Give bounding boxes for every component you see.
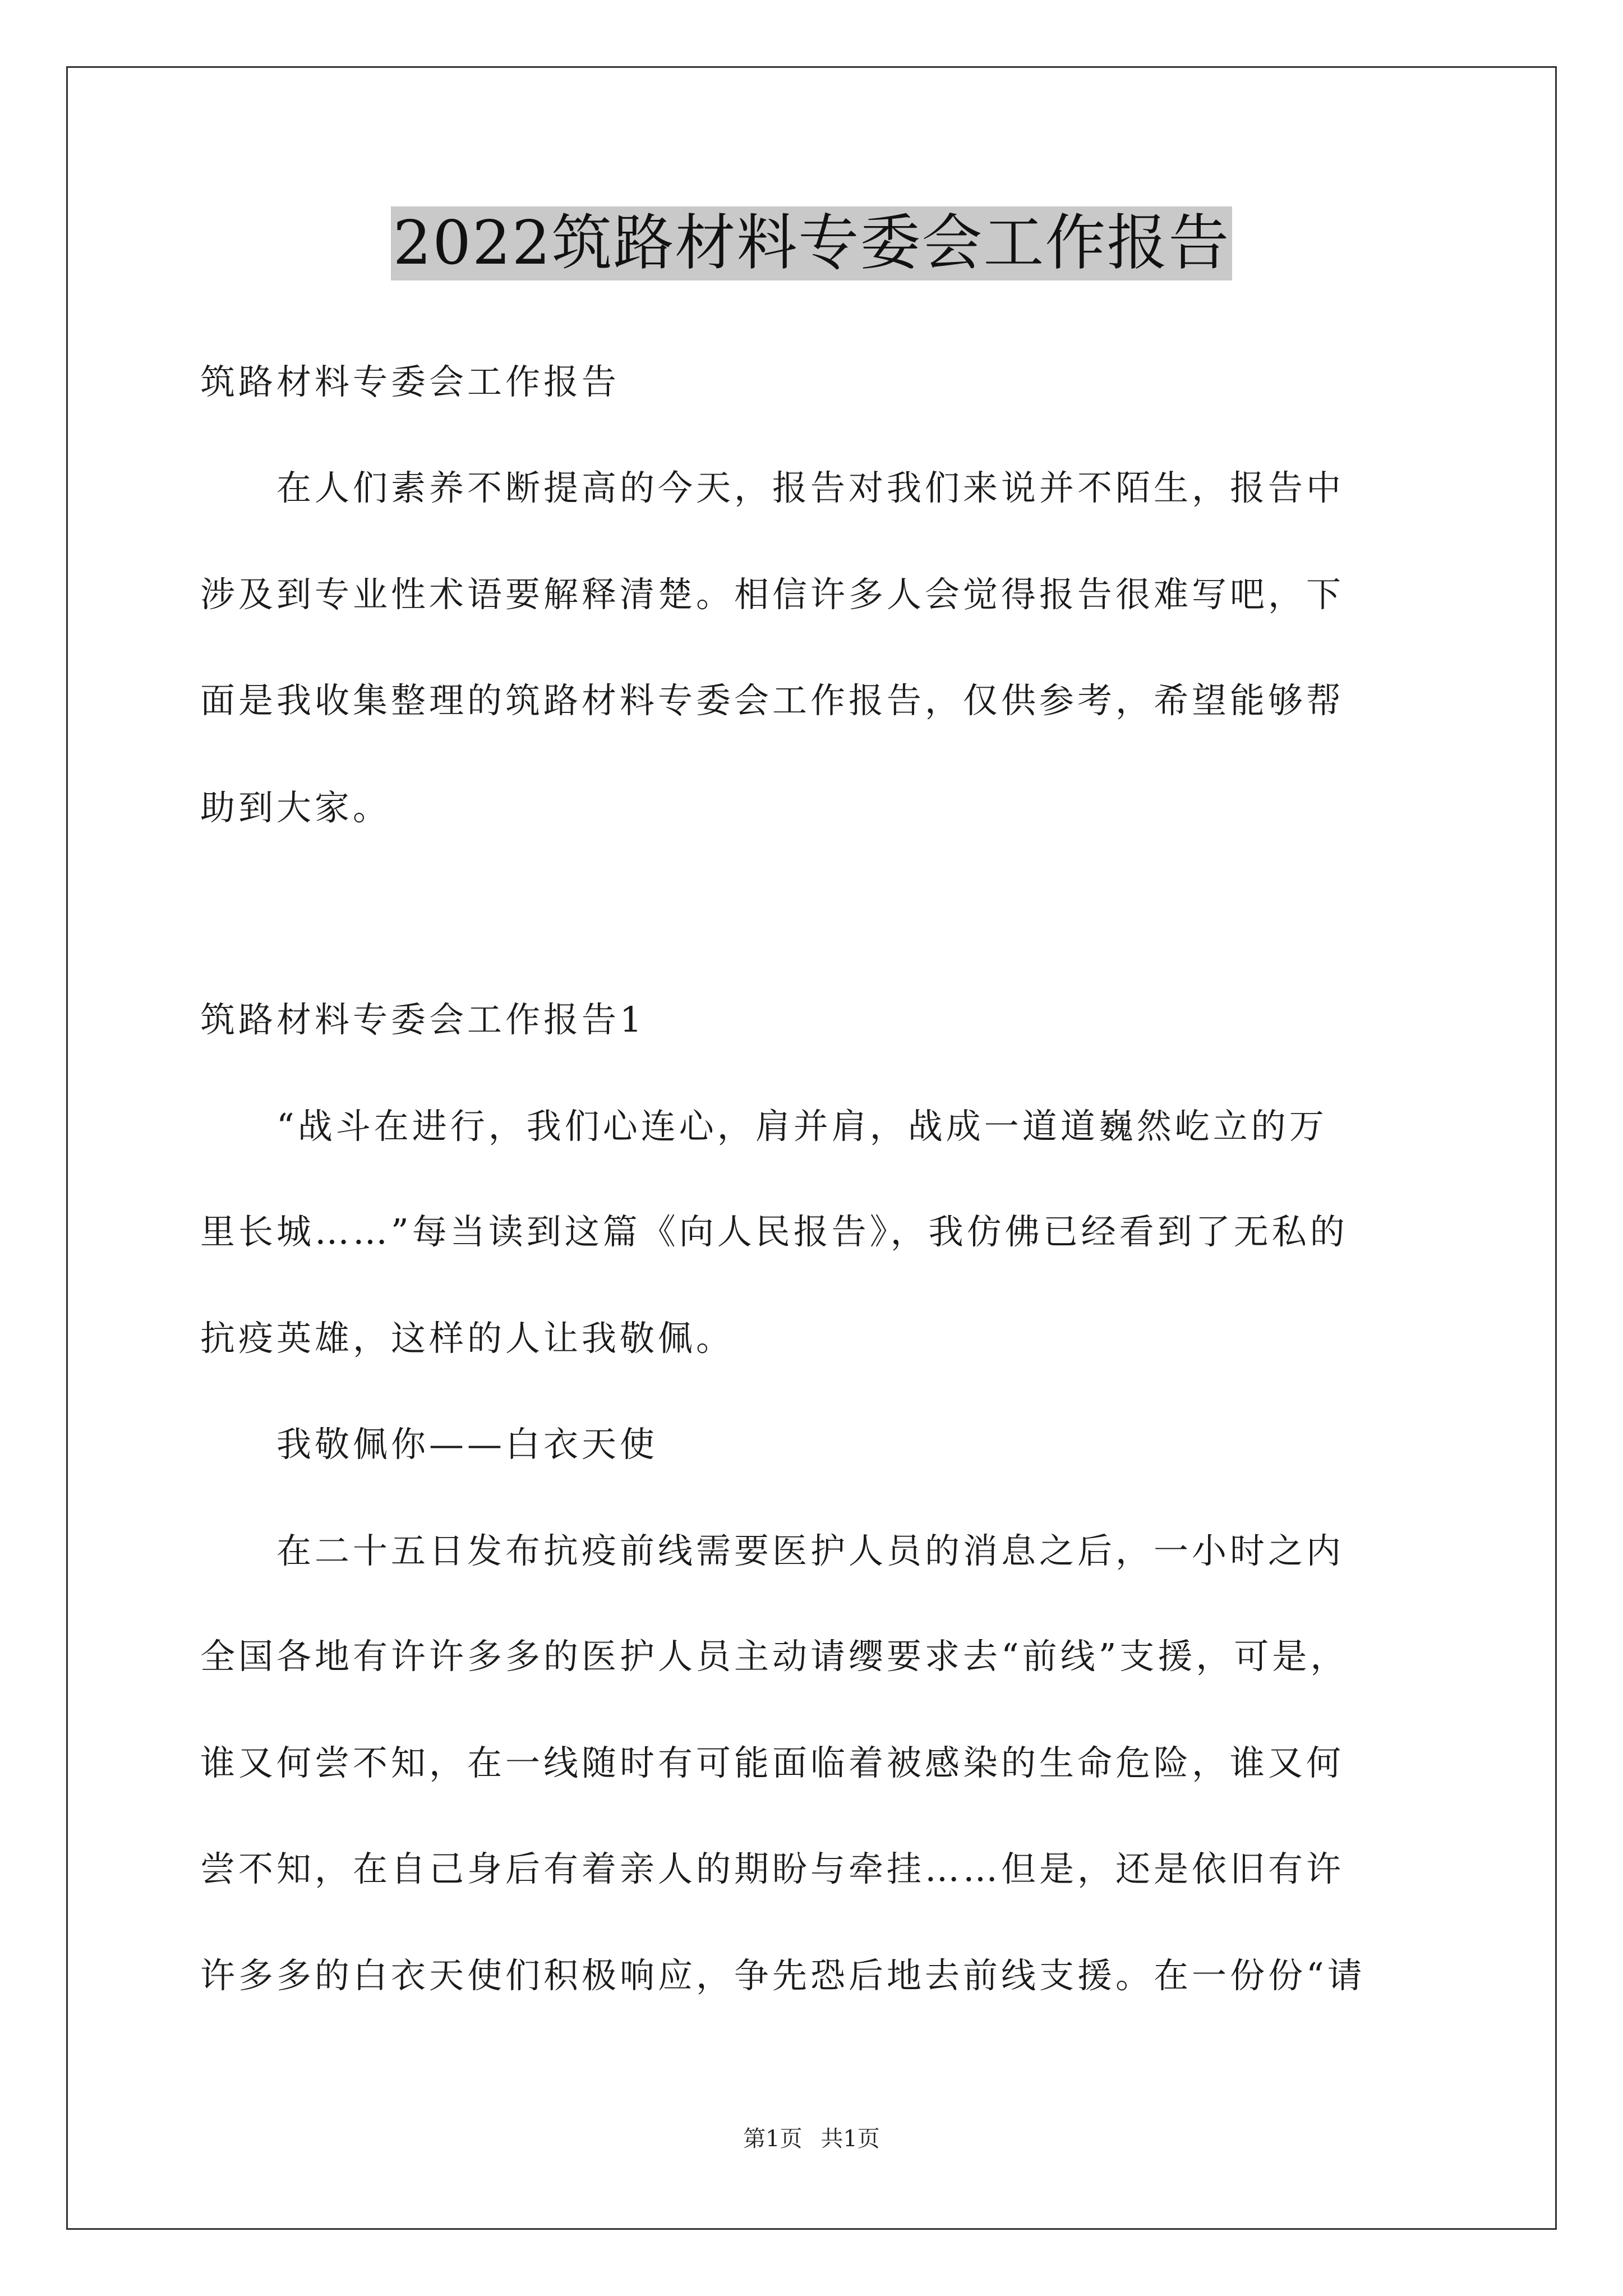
paragraph-line: 在人们素养不断提高的今天，报告对我们来说并不陌生，报告中 — [200, 467, 1345, 508]
page-total: 共1页 — [820, 2126, 880, 2152]
paragraph-line: 谁又何尝不知，在一线随时有可能面临着被感染的生命危险，谁又何 — [200, 1742, 1345, 1783]
paragraph-line: 全国各地有许许多多的医护人员主动请缨要求去“前线”支援，可是， — [200, 1636, 1349, 1677]
paragraph-line: 涉及到专业性术语要解释清楚。相信许多人会觉得报告很难写吧，下 — [200, 574, 1345, 615]
paragraph-line: 我敬佩你——白衣天使 — [200, 1424, 658, 1465]
paragraph-line: “战斗在进行，我们心连心，肩并肩，战成一道道巍然屹立的万 — [200, 1106, 1327, 1147]
paragraph-line: 助到大家。 — [200, 787, 391, 828]
page-number: 第1页 — [743, 2126, 803, 2152]
paragraph-line: 面是我收集整理的筑路材料专委会工作报告，仅供参考，希望能够帮 — [200, 680, 1345, 721]
paragraph-line: 里长城……”每当读到这篇《向人民报告》，我仿佛已经看到了无私的 — [200, 1211, 1348, 1252]
title-container — [0, 206, 1623, 280]
document-title: 2022筑路材料专委会工作报告 — [391, 206, 1233, 280]
paragraph-line: 尝不知，在自己身后有着亲人的期盼与牵挂……但是，还是依旧有许 — [200, 1848, 1345, 1889]
paragraph-line: 在二十五日发布抗疫前线需要医护人员的消息之后，一小时之内 — [200, 1530, 1345, 1571]
paragraph-line: 抗疫英雄，这样的人让我敬佩。 — [200, 1318, 735, 1359]
section-heading: 筑路材料专委会工作报告 — [200, 361, 620, 402]
section-heading: 筑路材料专委会工作报告1 — [200, 999, 645, 1040]
page-footer — [0, 2125, 1623, 2153]
paragraph-line: 许多多的白衣天使们积极响应，争先恐后地去前线支援。在一份份“请 — [200, 1955, 1366, 1996]
